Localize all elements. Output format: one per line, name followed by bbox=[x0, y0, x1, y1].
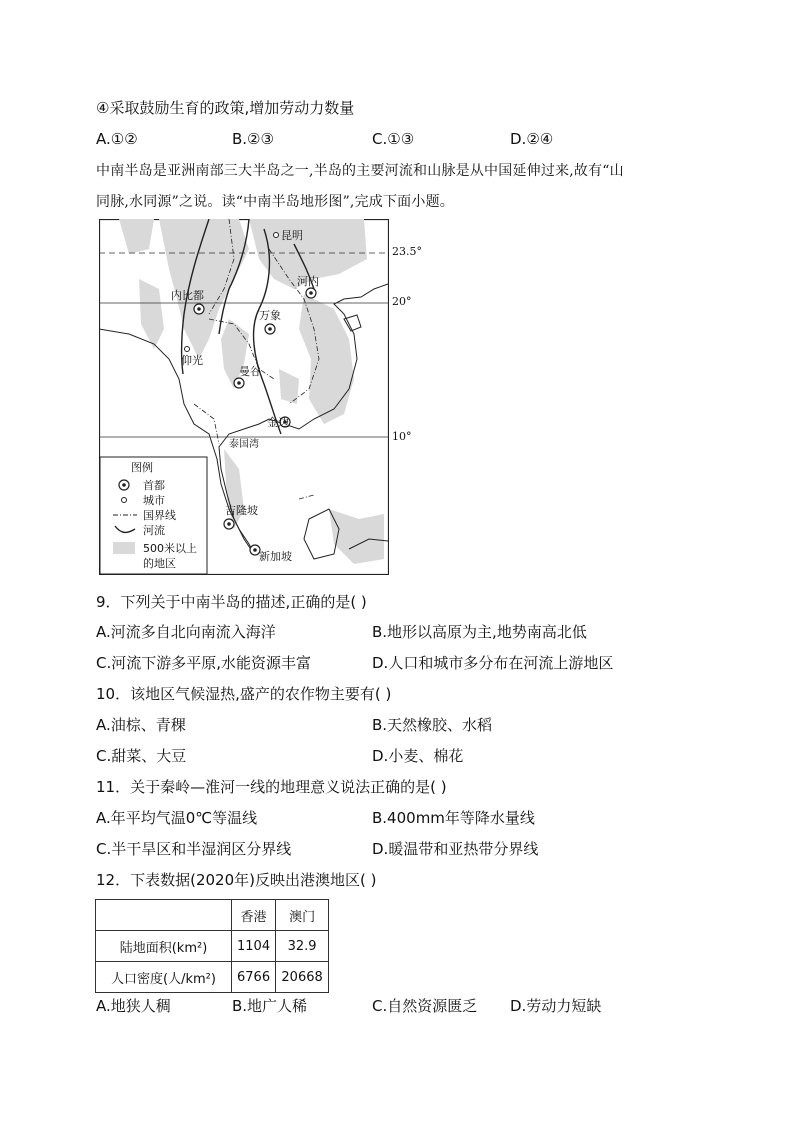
legend-highland-1: 500米以上 bbox=[143, 542, 197, 555]
table-cell: 20668 bbox=[276, 962, 329, 993]
q10-option-a[interactable]: A.油棕、青稞 bbox=[96, 716, 186, 734]
q11-stem: 11．关于秦岭—淮河一线的地理意义说法正确的是( ) bbox=[96, 778, 447, 796]
prev-option-a[interactable]: A.①② bbox=[96, 130, 138, 148]
prev-option-b[interactable]: B.②③ bbox=[232, 130, 274, 148]
statement-4: ④采取鼓励生育的政策,增加劳动力数量 bbox=[96, 99, 355, 117]
indochina-terrain-map bbox=[99, 219, 389, 575]
table-cell: 32.9 bbox=[276, 931, 329, 962]
q11-option-d[interactable]: D.暖温带和亚热带分界线 bbox=[372, 840, 539, 858]
q11-option-b[interactable]: B.400mm年等降水量线 bbox=[372, 809, 535, 827]
intro-line-1: 中南半岛是亚洲南部三大半岛之一,半岛的主要河流和山脉是从中国延伸过来,故有“山 bbox=[96, 163, 624, 179]
capital-icon-hanoi bbox=[306, 288, 316, 298]
label-singapore: 新加坡 bbox=[259, 550, 292, 563]
capital-icon-naypyidaw bbox=[194, 304, 204, 314]
hk-macau-table bbox=[95, 899, 329, 993]
q9-option-b[interactable]: B.地形以高原为主,地势南高北低 bbox=[372, 623, 587, 641]
legend-city: 城市 bbox=[143, 494, 165, 507]
capital-icon-kualalumpur bbox=[224, 519, 234, 529]
legend-capital: 首都 bbox=[143, 479, 165, 492]
city-icon-yangon bbox=[185, 347, 190, 352]
q10-stem: 10．该地区气候湿热,盛产的农作物主要有( ) bbox=[96, 685, 392, 703]
q9-option-d[interactable]: D.人口和城市多分布在河流上游地区 bbox=[372, 654, 614, 672]
q12-option-d[interactable]: D.劳动力短缺 bbox=[510, 997, 602, 1015]
label-vientiane: 万象 bbox=[259, 309, 281, 322]
q12-option-c[interactable]: C.自然资源匮乏 bbox=[372, 997, 478, 1015]
label-hanoi: 河内 bbox=[297, 275, 319, 288]
table-cell: 6766 bbox=[232, 962, 276, 993]
table-header-cell: 香港 bbox=[232, 900, 276, 931]
q9-stem: 9．下列关于中南半岛的描述,正确的是( ) bbox=[96, 593, 367, 611]
table-row bbox=[96, 931, 329, 962]
q10-option-d[interactable]: D.小麦、棉花 bbox=[372, 747, 464, 765]
label-naypyidaw: 内比都 bbox=[171, 289, 204, 302]
legend-river: 河流 bbox=[143, 524, 165, 537]
q11-option-a[interactable]: A.年平均气温0℃等温线 bbox=[96, 809, 258, 827]
city-icon-kunming bbox=[274, 233, 279, 238]
table-cell: 1104 bbox=[232, 931, 276, 962]
label-kunming: 昆明 bbox=[281, 229, 303, 242]
intro-line-2: 同脉,水同源”之说。读“中南半岛地形图”,完成下面小题。 bbox=[96, 194, 454, 210]
q9-option-c[interactable]: C.河流下游多平原,水能资源丰富 bbox=[96, 654, 312, 672]
label-phnompenh: 金边 bbox=[267, 416, 289, 429]
q12-option-a[interactable]: A.地狭人稠 bbox=[96, 997, 171, 1015]
q9-option-a[interactable]: A.河流多自北向南流入海洋 bbox=[96, 623, 276, 641]
label-kualalumpur: 吉隆坡 bbox=[225, 504, 258, 517]
legend-border: 国界线 bbox=[143, 509, 176, 522]
legend-city-icon bbox=[122, 498, 127, 503]
lat-label-10: 10° bbox=[392, 430, 412, 443]
q12-stem: 12．下表数据(2020年)反映出港澳地区( ) bbox=[96, 871, 377, 889]
map-legend bbox=[100, 457, 207, 574]
lat-label-20: 20° bbox=[392, 295, 412, 308]
table-row bbox=[96, 962, 329, 993]
q10-option-c[interactable]: C.甜菜、大豆 bbox=[96, 747, 187, 765]
legend-title: 图例 bbox=[131, 461, 153, 474]
q11-option-c[interactable]: C.半干旱区和半湿润区分界线 bbox=[96, 840, 292, 858]
prev-option-d[interactable]: D.②④ bbox=[510, 130, 554, 148]
lat-label-23-5: 23.5° bbox=[392, 245, 422, 258]
table-header-cell: 澳门 bbox=[276, 900, 329, 931]
table-cell: 陆地面积(km²) bbox=[96, 931, 232, 962]
capital-icon-vientiane bbox=[265, 324, 275, 334]
q12-option-b[interactable]: B.地广人稀 bbox=[232, 997, 308, 1015]
table-header-row bbox=[96, 900, 329, 931]
label-gulf-of-thailand: 泰国湾 bbox=[229, 439, 259, 450]
prev-option-c[interactable]: C.①③ bbox=[372, 130, 415, 148]
label-yangon: 仰光 bbox=[181, 354, 203, 367]
legend-highland-icon bbox=[113, 542, 135, 554]
table-cell: 人口密度(人/km²) bbox=[96, 962, 232, 993]
label-bangkok: 曼谷 bbox=[239, 365, 261, 378]
legend-highland-2: 的地区 bbox=[143, 557, 176, 570]
table-header-cell bbox=[96, 900, 232, 931]
capital-icon-bangkok bbox=[234, 378, 244, 388]
q10-option-b[interactable]: B.天然橡胶、水稻 bbox=[372, 716, 493, 734]
